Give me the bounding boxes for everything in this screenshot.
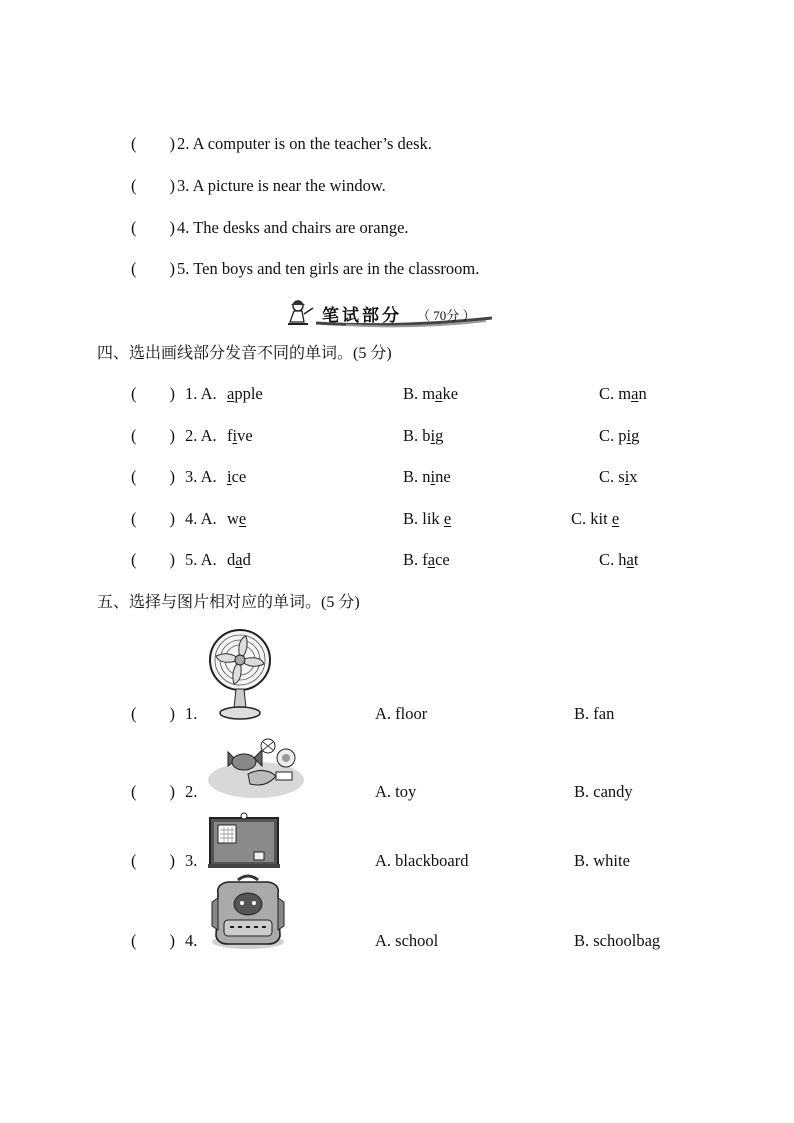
item-text: 5. Ten boys and ten girls are in the classroom.	[177, 259, 480, 278]
item-text: 2. A computer is on the teacher’s desk.	[177, 134, 432, 153]
option-a: A. school	[375, 931, 439, 950]
answer-blank[interactable]: ( )	[131, 134, 175, 153]
option-c: C. six	[599, 467, 638, 486]
option-b: B. nine	[403, 467, 451, 486]
option-b: B. fan	[574, 704, 615, 723]
option-a: we	[227, 509, 247, 528]
answer-blank[interactable]: ( )	[131, 851, 175, 870]
option-b: B. schoolbag	[574, 931, 661, 950]
option-a: A. toy	[375, 782, 417, 801]
option-a: A. floor	[375, 704, 428, 723]
item-number: 4. A.	[185, 509, 217, 528]
answer-blank[interactable]: ( )	[131, 931, 175, 950]
item-number: 5. A.	[185, 550, 217, 569]
section4-title: 四、选出画线部分发音不同的单词。	[97, 343, 354, 362]
blackboard-icon	[208, 812, 280, 870]
answer-blank[interactable]: ( )	[131, 782, 175, 801]
banner-title: 笔试部分	[322, 306, 402, 326]
item-number: 2. A.	[185, 426, 217, 445]
option-c: C. kit e	[571, 509, 620, 528]
answer-blank[interactable]: ( )	[131, 176, 175, 195]
item-text: 4. The desks and chairs are orange.	[177, 218, 409, 237]
option-c: C. man	[599, 384, 647, 403]
answer-blank[interactable]: ( )	[131, 426, 175, 445]
candy-toys-icon	[206, 732, 308, 800]
section5-points: (5 分)	[321, 594, 360, 611]
option-c: C. hat	[599, 550, 639, 569]
answer-blank[interactable]: ( )	[131, 550, 175, 569]
item-number: 4.	[185, 931, 198, 950]
part3-item-5	[131, 259, 479, 279]
section5-heading	[97, 592, 360, 613]
answer-blank[interactable]: ( )	[131, 704, 175, 723]
option-c: C. pig	[599, 426, 640, 445]
part3-item-3	[131, 176, 386, 196]
banner-score: （ 70分 ）	[417, 308, 476, 323]
option-a: dad	[227, 550, 251, 569]
item-number: 3.	[185, 851, 198, 870]
answer-blank[interactable]: ( )	[131, 259, 175, 278]
part3-item-2	[131, 134, 432, 154]
answer-blank[interactable]: ( )	[131, 509, 175, 528]
option-b: B. white	[574, 851, 630, 870]
option-b: B. make	[403, 384, 459, 403]
section5-title: 五、选择与图片相对应的单词。	[97, 592, 322, 611]
schoolbag-icon	[208, 874, 288, 950]
option-b: B. face	[403, 550, 450, 569]
section4-heading	[97, 343, 392, 364]
item-number: 2.	[185, 782, 198, 801]
part3-item-4	[131, 218, 409, 238]
option-a: apple	[227, 384, 263, 403]
item-text: 3. A picture is near the window.	[177, 176, 386, 195]
item-number: 1. A.	[185, 384, 217, 403]
answer-blank[interactable]: ( )	[131, 467, 175, 486]
option-b: B. lik e	[403, 509, 452, 528]
writing-figure-icon	[286, 298, 316, 326]
option-a: five	[227, 426, 253, 445]
answer-blank[interactable]: ( )	[131, 218, 175, 237]
option-b: B. candy	[574, 782, 633, 801]
option-a: A. blackboard	[375, 851, 469, 870]
option-a: ice	[227, 467, 247, 486]
item-number: 3. A.	[185, 467, 217, 486]
written-test-banner	[286, 298, 494, 328]
option-b: B. big	[403, 426, 444, 445]
fan-icon	[206, 622, 274, 722]
section4-points: (5 分)	[353, 345, 392, 362]
item-number: 1.	[185, 704, 198, 723]
answer-blank[interactable]: ( )	[131, 384, 175, 403]
